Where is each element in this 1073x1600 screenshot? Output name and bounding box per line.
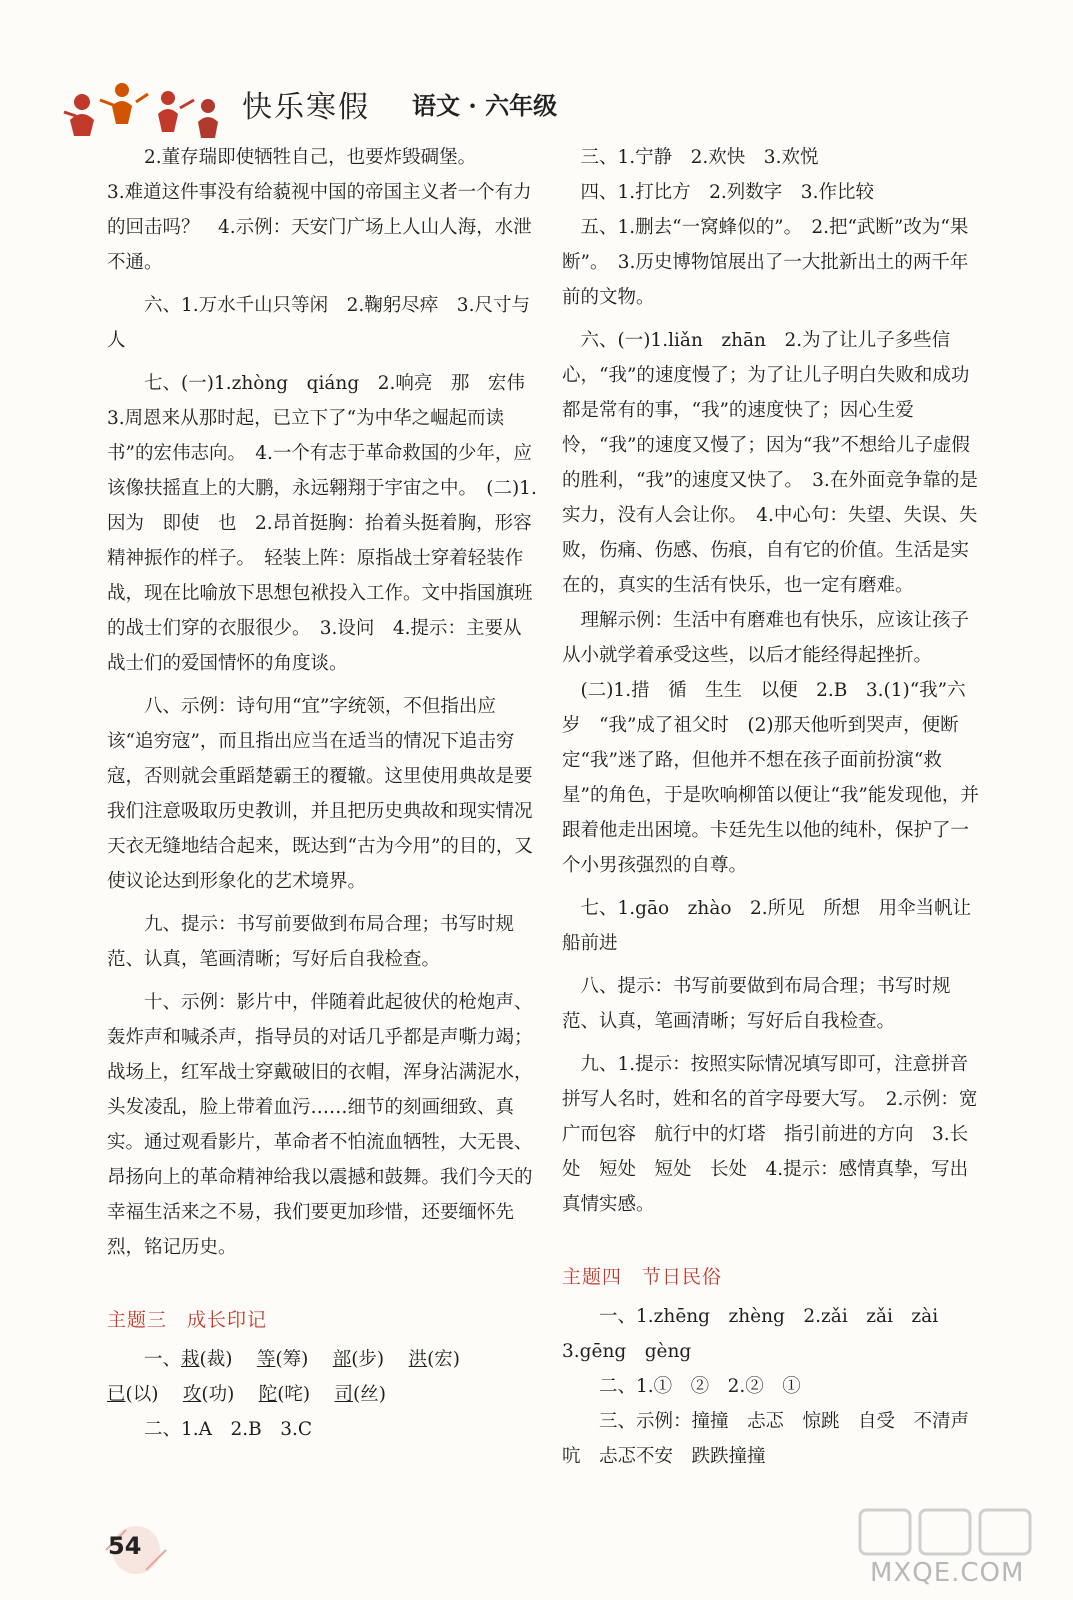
theme-title: 成长印记 (187, 1309, 268, 1331)
answer-paragraph: 二、1.A 2.B 3.C (144, 1419, 313, 1440)
section-heading-theme3 (107, 1303, 537, 1338)
answer-paragraph: (二)1.措 循 生生 以便 2.B 3.(1)“我”六岁 “我”成了祖父时 (2)那天他听到哭声，便断定“我”迷了路，但他并不想在孩子面前扮演“救星”的角色，于是吹响柳笛以便让“我”能发现他，并跟着他走出困境。卡廷先生以他的纯朴，保护了一个小男孩强烈的自尊。 (562, 680, 979, 876)
left-column (107, 140, 544, 1447)
theme-number: 主题三 (107, 1309, 168, 1331)
answer-paragraph: 八、示例：诗句用“宜”字统领，不但指出应该“追穷寇”，而且指出应当在适当的情况下追击穷寇，否则就会重蹈楚霸王的覆辙。这里使用典故是要我们注意吸取历史教训，并且把历史典故和现实情况天衣无缝地结合起来，既达到“古为今用”的目的，又使议论达到形象化的艺术境界。 (107, 696, 533, 892)
wrong-char: 陀 (258, 1384, 278, 1405)
answer-paragraph: 八、提示：书写前要做到布局合理；书写时规范、认真，笔画清晰；写好后自我检查。 (562, 976, 951, 1032)
wrong-char: 部 (332, 1349, 352, 1370)
wrong-char: 洪 (408, 1349, 428, 1370)
correct-char: (裁) (199, 1349, 233, 1370)
answer-paragraph: 3.难道这件事没有给藐视中国的帝国主义者一个有力的回击吗？ 4.示例：天安门广场上人山人海，水泄不通。 (107, 182, 532, 273)
page-header (60, 72, 620, 142)
wrong-char: 栽 (181, 1349, 200, 1370)
answer-paragraph: 七、1.gāo zhào 2.所见 所想 用伞当帆让船前进 (562, 898, 972, 954)
kids-playing-logo-icon (60, 72, 230, 142)
answer-paragraph: 理解示例：生活中有磨难也有快乐，应该让孩子从小就学着承受这些，以后才能经得起挫折。 (562, 610, 970, 666)
book-brand-title: 快乐寒假 (242, 90, 370, 125)
theme-number: 主题四 (562, 1266, 623, 1288)
page-number: 54 (108, 1532, 142, 1560)
wrong-char: 攻 (182, 1384, 202, 1405)
answer-paragraph: 3.gēng gèng (562, 1341, 692, 1362)
answer-paragraph: 七、(一)1.zhòng qiáng 2.响亮 那 宏伟 3.周恩来从那时起，已立下了“为中华之崛起而读书”的宏伟志向。 4.一个有志于革命救国的少年，应该像扶摇直上的大鹏，永远翱翔于宇宙之中。 (二)1.因为 即使 也 2.昂首挺胸：抬着头挺着胸，形容精神振作的样子。 轻装上阵：原指战士穿着轻装作战，现在比喻放下思想包袱投入工作。文中指国旗班的战士们穿的衣服很少。 3.设问 4.提示：主要从战士们的爱国情怀的角度谈。 (107, 373, 544, 674)
wrong-char: 司 (334, 1384, 354, 1405)
correct-char: (筹) (275, 1349, 309, 1370)
answer-paragraph (107, 1342, 537, 1377)
answer-paragraph: 九、1.提示：按照实际情况填写即可，注意拼音拼写人名时，姓和名的首字母要大写。 2.示例：宽广而包容 航行中的灯塔 指引前进的方向 3.长处 短处 短处 长处 4.提示：感情真挚，写出真情实感。 (562, 1054, 978, 1215)
wrong-char: 等 (256, 1349, 276, 1370)
answer-paragraph: 九、提示：书写前要做到布局合理；书写时规范、认真，笔画清晰；写好后自我检查。 (107, 914, 515, 970)
subject-grade-label: 语文 · 六年级 (412, 91, 558, 120)
answer-paragraph: 三、示例：撞撞 忐忑 惊跳 自受 不清声吭 忐忑不安 跌跌撞撞 (562, 1411, 970, 1467)
answer-paragraph: 六、(一)1.liǎn zhān 2.为了让儿子多些信心，“我”的速度慢了；为了让儿子明白失败和成功都是常有的事，“我”的速度快了；因心生爱怜，“我”的速度又慢了；因为“我”不想给儿子虚假的胜利，“我”的速度又快了。 3.在外面竞争靠的是实力，没有人会让你。 4.中心句：失望、失误、失败，伤痛、伤感、伤痕，自有它的价值。生活是实在的，真实的生活有快乐，也一定有磨难。 (562, 330, 978, 596)
correct-char: (丝) (353, 1384, 386, 1405)
answer-paragraph: 三、1.宁静 2.欢快 3.欢悦 (580, 147, 819, 168)
correct-char: (咤) (277, 1384, 311, 1405)
right-column (562, 140, 982, 1474)
correct-char: (以) (125, 1384, 159, 1405)
answer-paragraph: 二、1.① ② 2.② ① (599, 1376, 801, 1397)
question-number: 一、 (144, 1349, 182, 1370)
wrong-char: 已 (107, 1384, 126, 1405)
answer-paragraph: 五、1.删去“一窝蜂似的”。 2.把“武断”改为“果断”。 3.历史博物馆展出了一大批新出土的两千年前的文物。 (562, 217, 969, 308)
watermark-site-text: MXQE.COM (870, 1558, 1025, 1588)
answer-paragraph: 一、1.zhēng zhèng 2.zǎi zǎi zài (599, 1306, 939, 1327)
correct-char: (宏) (427, 1349, 460, 1370)
correct-char: (步) (351, 1349, 385, 1370)
theme-title: 节日民俗 (642, 1266, 723, 1288)
answer-paragraph: 六、1.万水千山只等闲 2.鞠躬尽瘁 3.尺寸与人 (107, 295, 530, 351)
correct-char: (功) (201, 1384, 235, 1405)
answer-paragraph: 十、示例：影片中，伴随着此起彼伏的枪炮声、轰炸声和喊杀声，指导员的对话几乎都是声嘶力竭；战场上，红军战士穿戴破旧的衣帽，浑身沾满泥水，头发凌乱，脸上带着血污……细节的刻画细致、真实。通过观看影片，革命者不怕流血牺牲，大无畏、昂扬向上的革命精神给我以震撼和鼓舞。我们今天的幸福生活来之不易，我们要更加珍惜，还要缅怀先烈，铭记历史。 (107, 992, 533, 1258)
section-heading-theme4 (562, 1260, 982, 1295)
answer-paragraph: 四、1.打比方 2.列数字 3.作比较 (580, 182, 874, 203)
answer-paragraph: 2.董存瑞即使牺牲自己，也要炸毁碉堡。 (144, 147, 477, 168)
answer-paragraph (107, 1377, 537, 1412)
